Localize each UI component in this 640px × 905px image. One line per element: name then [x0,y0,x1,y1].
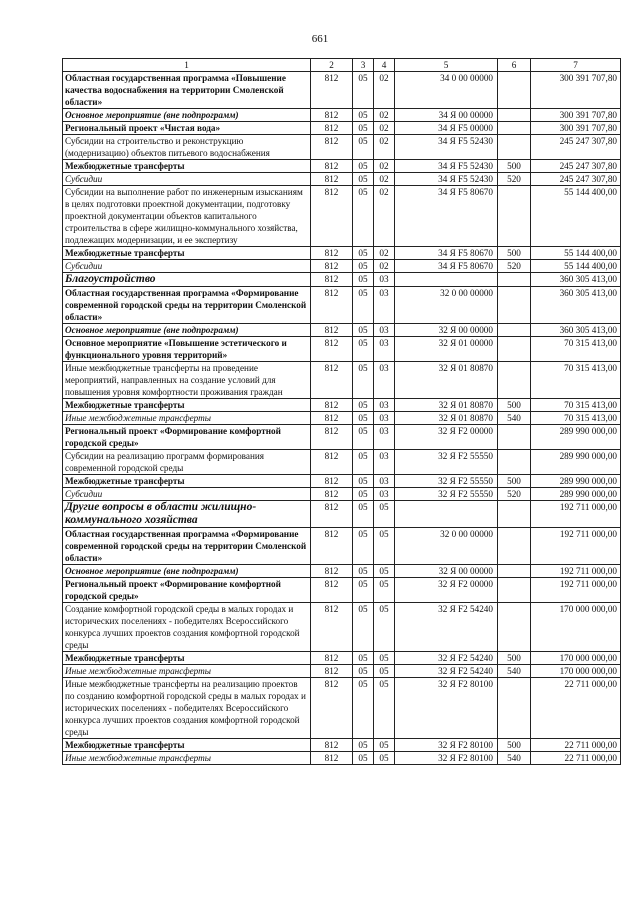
row-code-cell: 812 [311,122,353,135]
row-amount-cell: 289 990 000,00 [531,450,621,475]
row-name-cell: Областная государственная программа «Повышение качества водоснабжения на территории Смоленской области» [63,72,311,109]
header-cell: 2 [311,59,353,72]
table-row [63,501,621,528]
row-code-cell: 812 [311,273,353,287]
row-expense-type-cell: 540 [498,412,531,425]
row-code-cell: 812 [311,528,353,565]
row-amount-cell: 192 711 000,00 [531,565,621,578]
row-code-cell: 812 [311,160,353,173]
header-cell: 7 [531,59,621,72]
row-amount-cell: 360 305 413,00 [531,324,621,337]
row-expense-type-cell [498,603,531,652]
row-expense-type-cell [498,324,531,337]
row-amount-cell: 245 247 307,80 [531,160,621,173]
row-section-cell: 05 [353,412,374,425]
row-expense-type-cell: 500 [498,475,531,488]
row-name-cell: Субсидии [63,260,311,273]
row-amount-cell: 289 990 000,00 [531,488,621,501]
row-amount-cell: 245 247 307,80 [531,173,621,186]
row-name-cell: Другие вопросы в области жилищно-коммунального хозяйства [63,501,311,528]
row-name-cell: Межбюджетные трансферты [63,475,311,488]
row-subsection-cell: 03 [374,412,395,425]
row-section-cell: 05 [353,260,374,273]
row-amount-cell: 300 391 707,80 [531,72,621,109]
row-amount-cell: 289 990 000,00 [531,475,621,488]
table-row [63,160,621,173]
row-section-cell: 05 [353,603,374,652]
row-amount-cell: 170 000 000,00 [531,665,621,678]
row-subsection-cell: 02 [374,186,395,247]
row-section-cell: 05 [353,287,374,324]
row-name-cell: Основное мероприятие «Повышение эстетического и функционального уровня территорий» [63,337,311,362]
row-target-article-cell: 32 0 00 00000 [395,528,498,565]
row-amount-cell: 360 305 413,00 [531,273,621,287]
row-code-cell: 812 [311,475,353,488]
row-target-article-cell: 32 Я F2 55550 [395,475,498,488]
row-amount-cell: 22 711 000,00 [531,752,621,765]
row-subsection-cell: 03 [374,287,395,324]
row-name-cell: Межбюджетные трансферты [63,160,311,173]
row-target-article-cell: 32 Я 01 80870 [395,362,498,399]
table-row [63,528,621,565]
row-expense-type-cell [498,72,531,109]
table-row [63,287,621,324]
table-row [63,578,621,603]
row-subsection-cell: 02 [374,247,395,260]
header-cell: 5 [395,59,498,72]
row-code-cell: 812 [311,109,353,122]
row-name-cell: Иные межбюджетные трансферты [63,752,311,765]
row-code-cell: 812 [311,739,353,752]
row-section-cell: 05 [353,488,374,501]
row-code-cell: 812 [311,260,353,273]
table-row [63,362,621,399]
table-row [63,450,621,475]
row-target-article-cell: 32 Я F2 80100 [395,678,498,739]
row-subsection-cell: 05 [374,752,395,765]
row-code-cell: 812 [311,501,353,528]
row-code-cell: 812 [311,412,353,425]
row-subsection-cell: 05 [374,739,395,752]
row-name-cell: Межбюджетные трансферты [63,247,311,260]
row-name-cell: Субсидии на выполнение работ по инженерным изысканиям в целях подготовки проектной документации, подготовку проектной документации объектов капитального строительства в сфере жилищно-коммунального хозяйства, подлежащих модернизации, и ее экспертизу [63,186,311,247]
row-code-cell: 812 [311,337,353,362]
row-target-article-cell: 34 Я 00 00000 [395,109,498,122]
row-subsection-cell: 05 [374,565,395,578]
row-target-article-cell: 32 Я F2 54240 [395,603,498,652]
row-section-cell: 05 [353,739,374,752]
table-row [63,173,621,186]
row-section-cell: 05 [353,399,374,412]
row-section-cell: 05 [353,72,374,109]
row-expense-type-cell [498,186,531,247]
row-amount-cell: 22 711 000,00 [531,678,621,739]
row-target-article-cell: 32 Я 00 00000 [395,324,498,337]
row-target-article-cell: 32 Я 00 00000 [395,565,498,578]
row-target-article-cell: 34 Я F5 52430 [395,173,498,186]
table-row [63,109,621,122]
row-code-cell: 812 [311,425,353,450]
row-code-cell: 812 [311,752,353,765]
row-subsection-cell: 02 [374,122,395,135]
budget-table [62,58,621,765]
table-row [63,260,621,273]
row-subsection-cell: 03 [374,425,395,450]
row-code-cell: 812 [311,488,353,501]
row-amount-cell: 289 990 000,00 [531,425,621,450]
row-section-cell: 05 [353,273,374,287]
table-row [63,475,621,488]
header-cell: 6 [498,59,531,72]
row-target-article-cell: 32 Я F2 55550 [395,450,498,475]
row-amount-cell: 170 000 000,00 [531,603,621,652]
row-subsection-cell: 05 [374,652,395,665]
header-cell: 1 [63,59,311,72]
row-name-cell: Региональный проект «Чистая вода» [63,122,311,135]
row-code-cell: 812 [311,652,353,665]
table-row [63,337,621,362]
row-target-article-cell: 34 Я F5 52430 [395,135,498,160]
row-name-cell: Благоустройство [63,273,311,287]
row-code-cell: 812 [311,135,353,160]
row-target-article-cell: 32 0 00 00000 [395,287,498,324]
row-subsection-cell: 03 [374,273,395,287]
row-expense-type-cell: 520 [498,173,531,186]
table-row [63,122,621,135]
row-expense-type-cell: 540 [498,665,531,678]
row-name-cell: Областная государственная программа «Формирование современной городской среды на территории Смоленской области» [63,528,311,565]
row-expense-type-cell: 520 [498,260,531,273]
row-subsection-cell: 03 [374,399,395,412]
row-expense-type-cell: 540 [498,752,531,765]
row-subsection-cell: 03 [374,450,395,475]
row-amount-cell: 300 391 707,80 [531,122,621,135]
row-subsection-cell: 02 [374,173,395,186]
row-amount-cell: 70 315 413,00 [531,412,621,425]
row-amount-cell: 55 144 400,00 [531,247,621,260]
header-cell: 4 [374,59,395,72]
row-target-article-cell: 34 0 00 00000 [395,72,498,109]
row-code-cell: 812 [311,565,353,578]
row-expense-type-cell [498,362,531,399]
row-code-cell: 812 [311,665,353,678]
table-row [63,652,621,665]
row-name-cell: Основное мероприятие (вне подпрограмм) [63,565,311,578]
row-target-article-cell: 32 Я F2 00000 [395,578,498,603]
row-section-cell: 05 [353,665,374,678]
row-code-cell: 812 [311,324,353,337]
row-name-cell: Областная государственная программа «Формирование современной городской среды на территории Смоленской области» [63,287,311,324]
row-section-cell: 05 [353,186,374,247]
row-expense-type-cell [498,135,531,160]
row-section-cell: 05 [353,565,374,578]
row-expense-type-cell [498,678,531,739]
row-code-cell: 812 [311,72,353,109]
row-expense-type-cell [498,425,531,450]
row-subsection-cell: 03 [374,475,395,488]
header-cell: 3 [353,59,374,72]
row-subsection-cell: 05 [374,578,395,603]
row-code-cell: 812 [311,450,353,475]
row-code-cell: 812 [311,287,353,324]
row-amount-cell: 170 000 000,00 [531,652,621,665]
row-target-article-cell: 34 Я F5 52430 [395,160,498,173]
row-name-cell: Субсидии [63,488,311,501]
row-section-cell: 05 [353,475,374,488]
row-code-cell: 812 [311,578,353,603]
row-amount-cell: 70 315 413,00 [531,337,621,362]
row-target-article-cell: 32 Я F2 00000 [395,425,498,450]
table-row [63,186,621,247]
row-expense-type-cell [498,565,531,578]
budget-table-body [63,59,621,765]
row-expense-type-cell: 520 [498,488,531,501]
row-expense-type-cell [498,122,531,135]
row-subsection-cell: 05 [374,528,395,565]
row-amount-cell: 70 315 413,00 [531,399,621,412]
row-subsection-cell: 03 [374,488,395,501]
table-row [63,665,621,678]
row-section-cell: 05 [353,752,374,765]
row-section-cell: 05 [353,247,374,260]
table-row [63,603,621,652]
row-expense-type-cell: 500 [498,160,531,173]
table-row [63,565,621,578]
row-target-article-cell: 34 Я F5 00000 [395,122,498,135]
row-expense-type-cell: 500 [498,399,531,412]
row-subsection-cell: 05 [374,678,395,739]
row-expense-type-cell [498,109,531,122]
row-code-cell: 812 [311,362,353,399]
row-name-cell: Межбюджетные трансферты [63,739,311,752]
row-target-article-cell: 32 Я F2 80100 [395,739,498,752]
table-row [63,399,621,412]
row-subsection-cell: 03 [374,337,395,362]
table-row [63,72,621,109]
row-amount-cell: 300 391 707,80 [531,109,621,122]
row-section-cell: 05 [353,652,374,665]
row-section-cell: 05 [353,450,374,475]
row-subsection-cell: 05 [374,603,395,652]
table-row [63,412,621,425]
row-subsection-cell: 05 [374,665,395,678]
row-section-cell: 05 [353,425,374,450]
row-subsection-cell: 02 [374,109,395,122]
row-section-cell: 05 [353,578,374,603]
row-code-cell: 812 [311,247,353,260]
table-row [63,739,621,752]
row-expense-type-cell: 500 [498,652,531,665]
table-row [63,752,621,765]
row-subsection-cell: 02 [374,135,395,160]
row-name-cell: Иные межбюджетные трансферты на проведение мероприятий, направленных на создание условий для повышения уровня комфортности проживания граждан [63,362,311,399]
row-section-cell: 05 [353,160,374,173]
row-expense-type-cell [498,528,531,565]
row-code-cell: 812 [311,399,353,412]
row-target-article-cell: 34 Я F5 80670 [395,247,498,260]
row-target-article-cell: 32 Я 01 80870 [395,412,498,425]
row-target-article-cell: 32 Я F2 80100 [395,752,498,765]
table-row [63,324,621,337]
row-subsection-cell: 02 [374,160,395,173]
table-row [63,425,621,450]
row-amount-cell: 55 144 400,00 [531,260,621,273]
row-subsection-cell: 05 [374,501,395,528]
row-section-cell: 05 [353,135,374,160]
row-name-cell: Основное мероприятие (вне подпрограмм) [63,109,311,122]
row-section-cell: 05 [353,362,374,399]
table-row [63,247,621,260]
row-name-cell: Основное мероприятие (вне подпрограмм) [63,324,311,337]
table-row [63,273,621,287]
row-name-cell: Субсидии на строительство и реконструкцию (модернизацию) объектов питьевого водоснабжения [63,135,311,160]
table-row [63,488,621,501]
row-target-article-cell: 32 Я 01 00000 [395,337,498,362]
row-code-cell: 812 [311,678,353,739]
row-section-cell: 05 [353,122,374,135]
row-amount-cell: 70 315 413,00 [531,362,621,399]
row-target-article-cell: 32 Я F2 54240 [395,665,498,678]
row-amount-cell: 192 711 000,00 [531,501,621,528]
row-target-article-cell: 32 Я F2 54240 [395,652,498,665]
row-name-cell: Региональный проект «Формирование комфортной городской среды» [63,425,311,450]
row-subsection-cell: 02 [374,260,395,273]
row-amount-cell: 360 305 413,00 [531,287,621,324]
row-section-cell: 05 [353,501,374,528]
table-row [63,135,621,160]
table-header-row [63,59,621,72]
row-section-cell: 05 [353,173,374,186]
row-target-article-cell: 32 Я F2 55550 [395,488,498,501]
row-expense-type-cell [498,501,531,528]
row-amount-cell: 22 711 000,00 [531,739,621,752]
row-subsection-cell: 03 [374,324,395,337]
row-amount-cell: 55 144 400,00 [531,186,621,247]
row-target-article-cell: 32 Я 01 80870 [395,399,498,412]
row-name-cell: Межбюджетные трансферты [63,399,311,412]
row-expense-type-cell [498,450,531,475]
row-target-article-cell: 34 Я F5 80670 [395,186,498,247]
row-subsection-cell: 02 [374,72,395,109]
row-expense-type-cell: 500 [498,739,531,752]
row-expense-type-cell: 500 [498,247,531,260]
row-section-cell: 05 [353,337,374,362]
table-row [63,678,621,739]
row-name-cell: Иные межбюджетные трансферты [63,665,311,678]
row-name-cell: Региональный проект «Формирование комфортной городской среды» [63,578,311,603]
row-target-article-cell [395,273,498,287]
row-subsection-cell: 03 [374,362,395,399]
row-name-cell: Создание комфортной городской среды в малых городах и исторических поселениях - победителях Всероссийского конкурса лучших проектов создания комфортной городской среды [63,603,311,652]
row-code-cell: 812 [311,186,353,247]
row-name-cell: Межбюджетные трансферты [63,652,311,665]
page-number: 661 [311,33,329,45]
row-name-cell: Иные межбюджетные трансферты на реализацию проектов по созданию комфортной городской среды в малых городах и исторических поселениях - победителях Всероссийского конкурса лучших проектов создания комфортной городской среды [63,678,311,739]
row-code-cell: 812 [311,603,353,652]
row-target-article-cell [395,501,498,528]
row-code-cell: 812 [311,173,353,186]
row-name-cell: Иные межбюджетные трансферты [63,412,311,425]
row-section-cell: 05 [353,528,374,565]
row-name-cell: Субсидии [63,173,311,186]
row-expense-type-cell [498,337,531,362]
row-expense-type-cell [498,287,531,324]
row-target-article-cell: 34 Я F5 80670 [395,260,498,273]
row-section-cell: 05 [353,678,374,739]
row-expense-type-cell [498,273,531,287]
row-amount-cell: 192 711 000,00 [531,578,621,603]
row-amount-cell: 192 711 000,00 [531,528,621,565]
row-expense-type-cell [498,578,531,603]
row-section-cell: 05 [353,324,374,337]
row-section-cell: 05 [353,109,374,122]
row-name-cell: Субсидии на реализацию программ формирования современной городской среды [63,450,311,475]
row-amount-cell: 245 247 307,80 [531,135,621,160]
